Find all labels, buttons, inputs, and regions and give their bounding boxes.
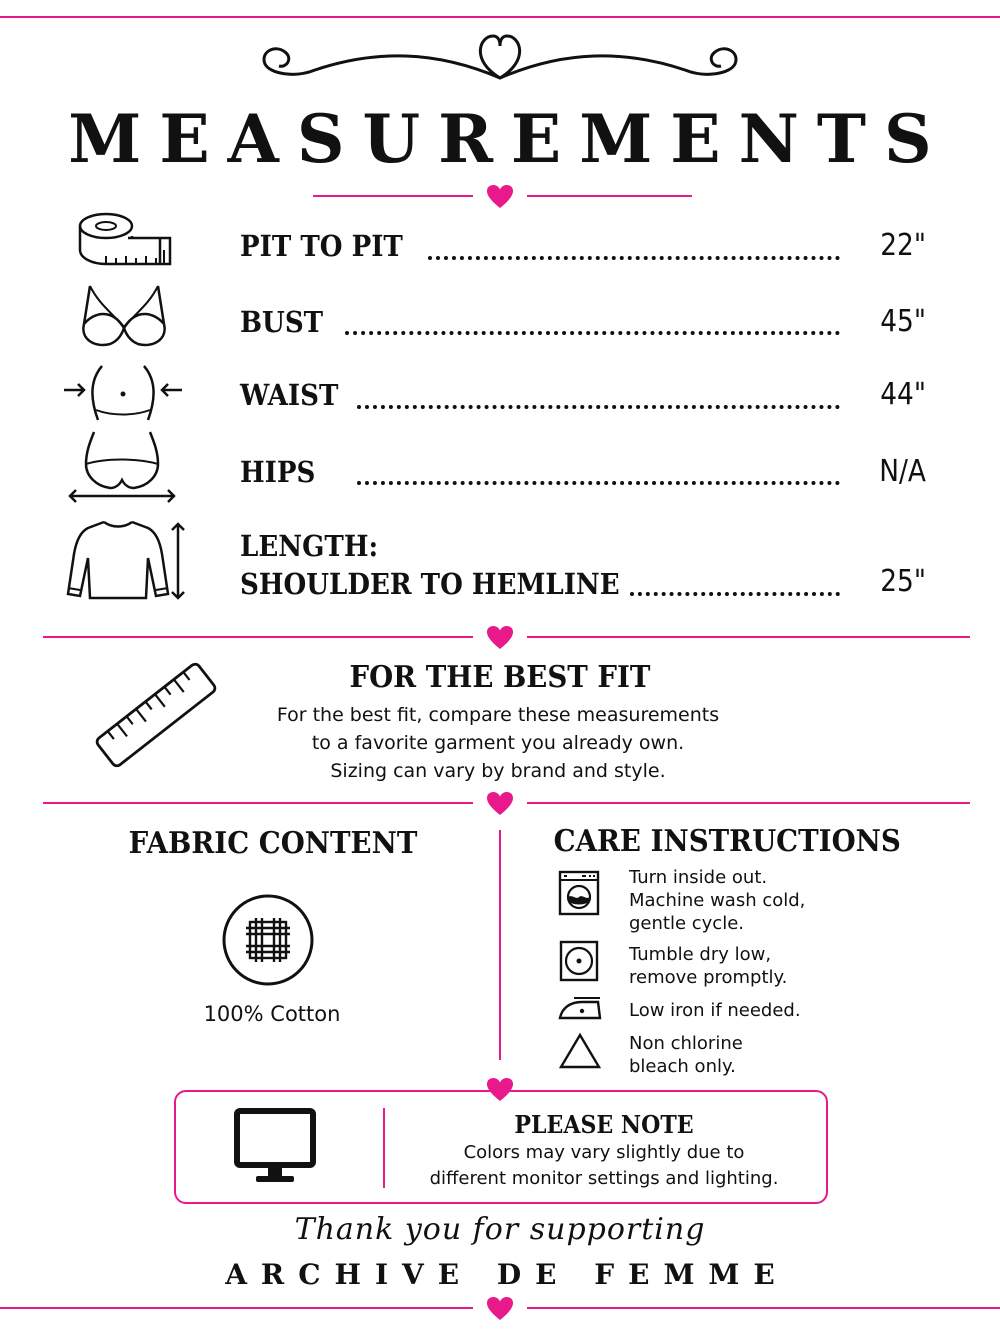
page-title: MEASUREMENTS (68, 100, 950, 178)
thank-you-script: Thank you for supporting (294, 1212, 706, 1247)
dot-leader (357, 481, 840, 485)
heart-icon (487, 1078, 513, 1102)
best-fit-heading: FOR THE BEST FIT (349, 660, 651, 695)
dot-leader (345, 331, 840, 335)
bottom-border-right (527, 1307, 1000, 1309)
tumble-dry-icon (559, 940, 599, 982)
heart-icon (487, 792, 513, 816)
care-instructions-heading: CARE INSTRUCTIONS (553, 824, 901, 859)
hips-icon (66, 430, 178, 506)
measurement-label-hips: HIPS (240, 455, 316, 489)
measurement-value-waist: 44" (880, 377, 926, 412)
heart-icon (487, 626, 513, 650)
measurement-value-bust: 45" (880, 304, 926, 339)
bra-icon (76, 284, 172, 350)
dot-leader (357, 405, 840, 409)
section-divider-right (527, 636, 970, 638)
measurement-label-length: LENGTH: (240, 529, 379, 563)
section-divider-right (527, 802, 970, 804)
measurement-label-bust: BUST (240, 305, 324, 339)
please-note-line-2: different monitor settings and lighting. (429, 1168, 779, 1189)
measurement-value-hips: N/A (879, 454, 926, 489)
dot-leader (630, 592, 840, 596)
measurement-label-shoulder-to-hemline: SHOULDER TO HEMLINE (240, 567, 620, 601)
please-note-heading: PLEASE NOTE (514, 1110, 694, 1139)
care-dry-line-2: remove promptly. (629, 967, 788, 988)
iron-low-icon (556, 996, 604, 1022)
flourish-heart-ornament (255, 30, 745, 90)
best-fit-line-1: For the best fit, compare these measurements (276, 704, 720, 726)
long-sleeve-shirt-icon (66, 518, 190, 604)
dot-leader (428, 256, 840, 260)
title-divider-left (313, 195, 473, 197)
please-note-line-1: Colors may vary slightly due to (463, 1142, 745, 1163)
waist-icon (60, 364, 186, 424)
bottom-border-left (0, 1307, 473, 1309)
heart-icon (487, 1297, 513, 1321)
top-border-line (0, 16, 1000, 18)
care-wash-line-1: Turn inside out. (629, 867, 768, 888)
care-wash-line-3: gentle cycle. (629, 913, 745, 934)
bleach-triangle-icon (558, 1032, 602, 1070)
note-inner-divider (383, 1108, 385, 1188)
care-dry-line-1: Tumble dry low, (629, 944, 772, 965)
tape-measure-icon (76, 208, 176, 270)
best-fit-line-2: to a favorite garment you already own. (311, 732, 685, 754)
best-fit-line-3: Sizing can vary by brand and style. (330, 760, 666, 782)
care-bleach-line-1: Non chlorine (629, 1033, 743, 1054)
care-wash-line-2: Machine wash cold, (629, 890, 806, 911)
monitor-icon (234, 1108, 316, 1186)
measurement-label-waist: WAIST (240, 378, 339, 412)
care-iron-line-1: Low iron if needed. (629, 1000, 801, 1021)
measurement-value-pit-to-pit: 22" (880, 228, 926, 263)
section-divider-left (43, 636, 473, 638)
title-divider-right (527, 195, 692, 197)
fabric-content-heading: FABRIC CONTENT (128, 826, 418, 861)
care-bleach-line-2: bleach only. (629, 1056, 736, 1077)
measurement-label-pit-to-pit: PIT TO PIT (240, 229, 403, 263)
heart-icon (487, 185, 513, 209)
machine-wash-icon (558, 870, 600, 916)
section-divider-left (43, 802, 473, 804)
measurement-value-length: 25" (880, 564, 926, 599)
vertical-divider (499, 830, 501, 1060)
fabric-content-value: 100% Cotton (203, 1002, 341, 1026)
brand-name: ARCHIVE DE FEMME (225, 1258, 789, 1291)
woven-fabric-icon (220, 892, 316, 988)
